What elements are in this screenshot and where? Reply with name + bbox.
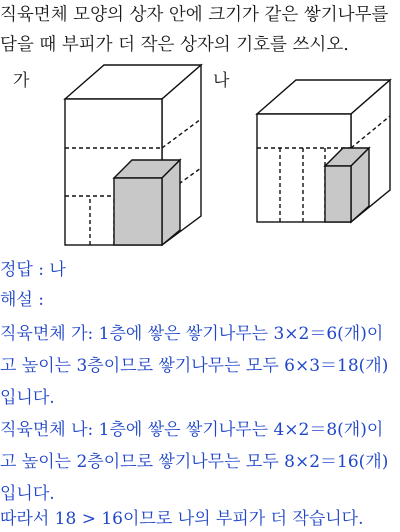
- box-ga-cube-front: [114, 178, 162, 245]
- explanation-line: 입니다.: [0, 388, 55, 408]
- box-na-label: 나: [213, 71, 230, 91]
- explanation-line: 고 높이는 2층이므로 쌓기나무는 모두 8×2＝16(개): [0, 452, 389, 472]
- explanation-title: 해설 :: [0, 290, 44, 310]
- box-ga-label: 가: [13, 71, 30, 91]
- boxes-figure: [0, 56, 400, 246]
- question-line-1: 직육면체 모양의 상자 안에 크기가 같은 쌓기나무를: [0, 5, 389, 25]
- explanation-line: 고 높이는 3층이므로 쌓기나무는 모두 6×3＝18(개): [0, 356, 389, 376]
- box-ga: [65, 65, 201, 245]
- answer-result: 정답 : 나: [0, 260, 66, 280]
- explanation-line: 따라서 18 > 16이므로 나의 부피가 더 작습니다.: [0, 509, 364, 529]
- explanation-line: 직육면체 가: 1층에 쌓은 쌓기나무는 3×2＝6(개)이: [0, 324, 384, 344]
- question-line-2: 담을 때 부피가 더 작은 상자의 기호를 쓰시오.: [0, 35, 349, 55]
- box-na-cube-front: [325, 166, 351, 222]
- explanation-line: 입니다.: [0, 484, 55, 504]
- box-na: [257, 80, 390, 222]
- explanation-line: 직육면체 나: 1층에 쌓은 쌓기나무는 4×2＝8(개)이: [0, 420, 384, 440]
